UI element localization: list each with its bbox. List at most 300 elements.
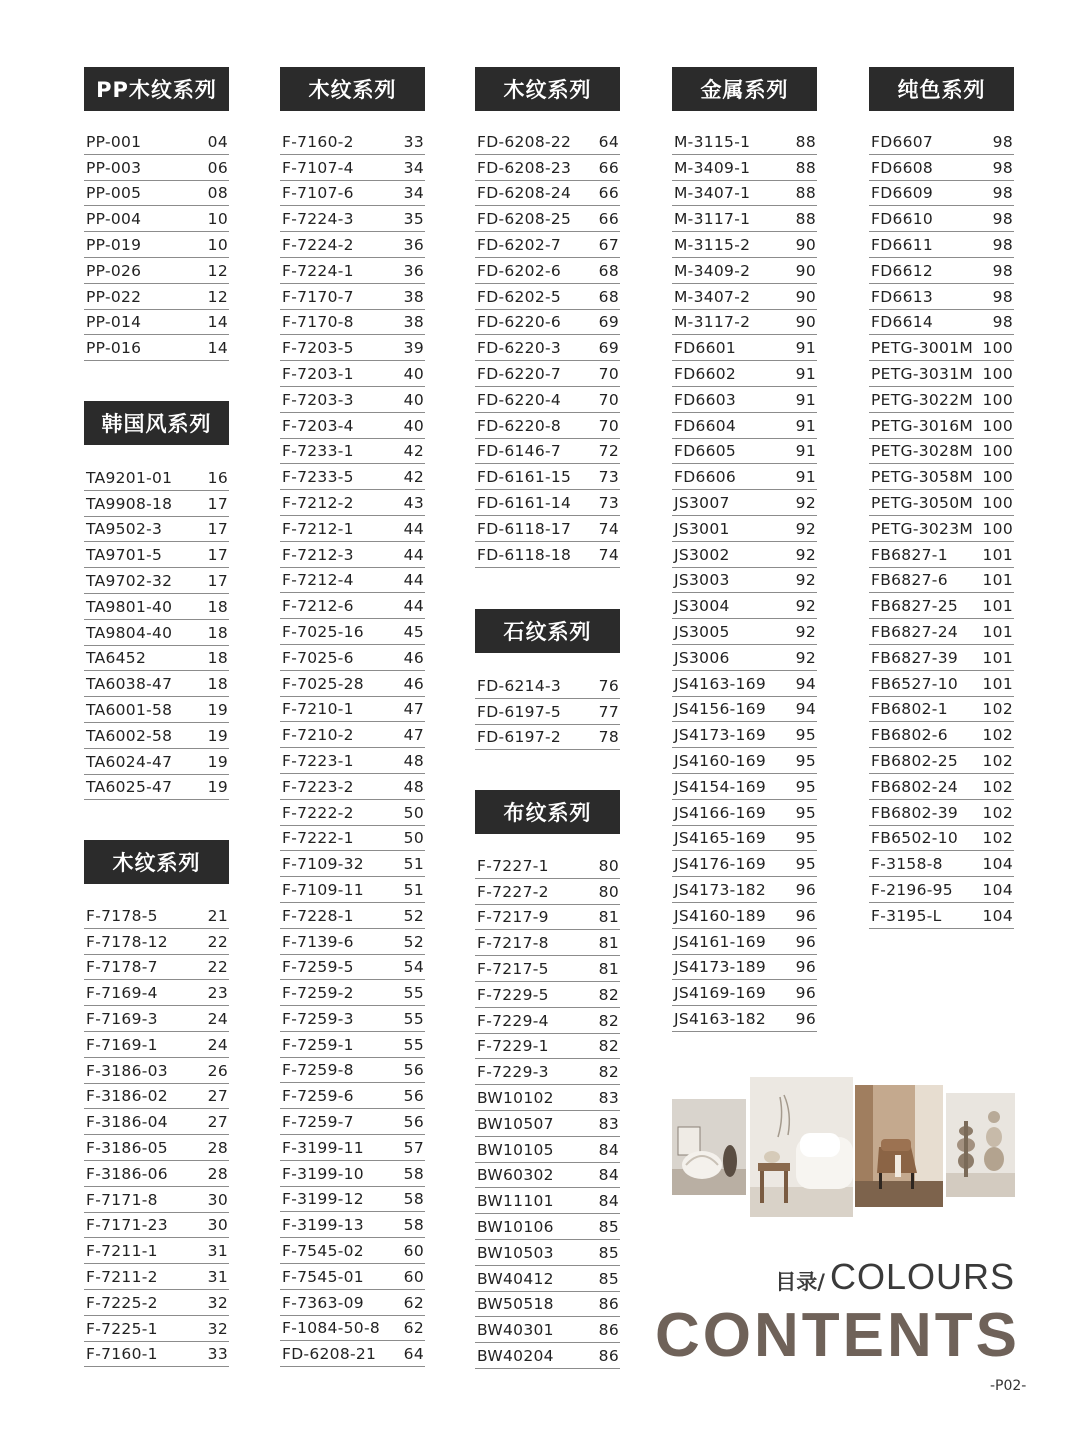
section-list-wood-c xyxy=(475,129,620,568)
entry-page: 16 xyxy=(207,468,228,487)
entry-page: 69 xyxy=(598,313,619,332)
entry-code: FD6611 xyxy=(871,235,934,254)
entry-page: 80 xyxy=(598,882,619,901)
entry-page: 40 xyxy=(403,364,424,383)
entry-page: 27 xyxy=(207,1087,228,1106)
catalog-entry xyxy=(475,1137,620,1163)
catalog-entry xyxy=(475,1317,620,1343)
entry-code: FD6603 xyxy=(674,390,737,409)
entry-page: 83 xyxy=(598,1088,619,1107)
entry-code: FD6608 xyxy=(871,158,934,177)
entry-code: FD-6220-6 xyxy=(477,313,562,332)
catalog-entry xyxy=(280,181,425,207)
entry-page: 69 xyxy=(598,339,619,358)
catalog-entry xyxy=(672,387,817,413)
catalog-entry xyxy=(869,619,1014,645)
entry-code: FD-6214-3 xyxy=(477,676,562,695)
section-list-solid xyxy=(869,129,1014,929)
catalog-entry xyxy=(869,155,1014,181)
catalog-entry xyxy=(84,903,229,929)
catalog-entry xyxy=(672,697,817,723)
catalog-entry xyxy=(672,877,817,903)
entry-page: 102 xyxy=(982,829,1013,848)
entry-code: FD-6118-18 xyxy=(477,545,572,564)
entry-page: 96 xyxy=(795,932,816,951)
entry-page: 86 xyxy=(598,1295,619,1314)
entry-page: 32 xyxy=(207,1293,228,1312)
catalog-entry xyxy=(475,206,620,232)
entry-code: JS4161-169 xyxy=(674,932,767,951)
entry-page: 14 xyxy=(207,339,228,358)
entry-code: F-7171-23 xyxy=(86,1216,168,1235)
entry-code: TA6025-47 xyxy=(86,778,173,797)
catalog-entry xyxy=(280,1161,425,1187)
entry-page: 98 xyxy=(992,261,1013,280)
catalog-entry xyxy=(672,568,817,594)
catalog-entry xyxy=(869,258,1014,284)
entry-page: 51 xyxy=(403,880,424,899)
entry-page: 91 xyxy=(795,390,816,409)
catalog-entry xyxy=(84,1316,229,1342)
entry-page: 92 xyxy=(795,545,816,564)
section-list-fabric xyxy=(475,853,620,1369)
entry-page: 47 xyxy=(403,726,424,745)
entry-code: M-3407-2 xyxy=(674,287,751,306)
section-header-korean: 韩国风系列 xyxy=(84,401,229,445)
entry-page: 98 xyxy=(992,184,1013,203)
catalog-entry xyxy=(475,129,620,155)
catalog-entry xyxy=(475,542,620,568)
catalog-entry xyxy=(280,800,425,826)
entry-code: BW10503 xyxy=(477,1243,554,1262)
entry-page: 88 xyxy=(795,132,816,151)
entry-page: 28 xyxy=(207,1138,228,1157)
entry-page: 19 xyxy=(207,778,228,797)
entry-page: 91 xyxy=(795,339,816,358)
entry-code: PETG-3028M xyxy=(871,442,974,461)
entry-code: TA6038-47 xyxy=(86,675,173,694)
entry-code: F-3186-05 xyxy=(86,1138,168,1157)
entry-code: M-3409-2 xyxy=(674,261,751,280)
entry-page: 57 xyxy=(403,1138,424,1157)
catalog-entry xyxy=(280,516,425,542)
catalog-entry xyxy=(869,181,1014,207)
catalog-entry xyxy=(869,697,1014,723)
interior-photo-collage xyxy=(672,1077,1015,1217)
catalog-entry xyxy=(84,1264,229,1290)
entry-code: PP-026 xyxy=(86,261,142,280)
catalog-entry xyxy=(280,1264,425,1290)
entry-code: F-7259-6 xyxy=(282,1087,354,1106)
entry-page: 23 xyxy=(207,984,228,1003)
entry-page: 31 xyxy=(207,1242,228,1261)
entry-page: 84 xyxy=(598,1166,619,1185)
catalog-entry xyxy=(475,232,620,258)
entry-code: PP-019 xyxy=(86,235,142,254)
entry-code: BW40412 xyxy=(477,1269,554,1288)
entry-page: 84 xyxy=(598,1192,619,1211)
entry-page: 35 xyxy=(403,210,424,229)
entry-page: 95 xyxy=(795,803,816,822)
catalog-entry xyxy=(280,439,425,465)
catalog-entry xyxy=(475,490,620,516)
entry-code: JS4156-169 xyxy=(674,700,767,719)
entry-page: 92 xyxy=(795,519,816,538)
entry-code: F-3199-13 xyxy=(282,1216,364,1235)
entry-code: BW60302 xyxy=(477,1166,554,1185)
entry-code: TA9702-32 xyxy=(86,571,173,590)
catalog-entry xyxy=(475,361,620,387)
entry-page: 88 xyxy=(795,210,816,229)
entry-code: BW10106 xyxy=(477,1217,554,1236)
entry-code: BW10105 xyxy=(477,1140,554,1159)
catalog-entry xyxy=(869,722,1014,748)
catalog-entry xyxy=(869,877,1014,903)
catalog-entry xyxy=(280,1316,425,1342)
catalog-entry xyxy=(672,284,817,310)
entry-code: F-7160-1 xyxy=(86,1345,158,1364)
entry-page: 55 xyxy=(403,1035,424,1054)
entry-page: 92 xyxy=(795,597,816,616)
entry-page: 101 xyxy=(982,545,1013,564)
entry-code: M-3407-1 xyxy=(674,184,751,203)
entry-page: 104 xyxy=(982,906,1013,925)
entry-code: TA6002-58 xyxy=(86,726,173,745)
entry-page: 42 xyxy=(403,468,424,487)
catalog-entry xyxy=(672,232,817,258)
entry-page: 50 xyxy=(403,803,424,822)
catalog-entry xyxy=(84,1187,229,1213)
catalog-entry xyxy=(280,1032,425,1058)
entry-page: 102 xyxy=(982,700,1013,719)
entry-page: 62 xyxy=(403,1293,424,1312)
catalog-entry xyxy=(672,851,817,877)
catalog-entry xyxy=(475,335,620,361)
catalog-entry xyxy=(84,1058,229,1084)
catalog-entry xyxy=(869,748,1014,774)
entry-code: F-3186-02 xyxy=(86,1087,168,1106)
catalog-entry xyxy=(672,671,817,697)
entry-code: F-7210-1 xyxy=(282,700,354,719)
catalog-entry xyxy=(280,1006,425,1032)
entry-page: 55 xyxy=(403,1009,424,1028)
entry-page: 70 xyxy=(598,416,619,435)
entry-page: 98 xyxy=(992,287,1013,306)
entry-page: 30 xyxy=(207,1216,228,1235)
entry-code: JS4163-169 xyxy=(674,674,767,693)
entry-code: FD-6197-5 xyxy=(477,702,562,721)
entry-page: 85 xyxy=(598,1217,619,1236)
entry-page: 85 xyxy=(598,1243,619,1262)
section-header-pp-wood: PP木纹系列 xyxy=(84,67,229,111)
entry-page: 47 xyxy=(403,700,424,719)
entry-code: FB6827-1 xyxy=(871,545,948,564)
entry-code: PP-004 xyxy=(86,210,142,229)
entry-page: 22 xyxy=(207,932,228,951)
entry-page: 17 xyxy=(207,571,228,590)
catalog-entry xyxy=(475,1292,620,1318)
entry-page: 52 xyxy=(403,906,424,925)
catalog-entry xyxy=(84,1084,229,1110)
catalog-entry xyxy=(869,284,1014,310)
entry-code: BW40204 xyxy=(477,1346,554,1365)
catalog-entry xyxy=(84,620,229,646)
catalog-entry xyxy=(672,619,817,645)
entry-code: FD6607 xyxy=(871,132,934,151)
catalog-entry xyxy=(84,258,229,284)
entry-page: 92 xyxy=(795,622,816,641)
catalog-entry xyxy=(84,568,229,594)
entry-page: 101 xyxy=(982,648,1013,667)
entry-code: F-7224-2 xyxy=(282,235,354,254)
entry-page: 100 xyxy=(982,339,1013,358)
catalog-entry xyxy=(869,490,1014,516)
entry-page: 31 xyxy=(207,1267,228,1286)
entry-code: FD-6220-3 xyxy=(477,339,562,358)
entry-page: 91 xyxy=(795,468,816,487)
entry-page: 30 xyxy=(207,1190,228,1209)
catalog-entry xyxy=(280,155,425,181)
catalog-entry xyxy=(475,310,620,336)
entry-page: 78 xyxy=(598,728,619,747)
catalog-entry xyxy=(672,335,817,361)
catalog-entry xyxy=(280,722,425,748)
catalog-entry xyxy=(672,903,817,929)
entry-page: 22 xyxy=(207,958,228,977)
entry-page: 48 xyxy=(403,777,424,796)
entry-code: BW10507 xyxy=(477,1114,554,1133)
entry-code: F-7229-1 xyxy=(477,1037,549,1056)
entry-page: 82 xyxy=(598,1037,619,1056)
catalog-entry xyxy=(475,930,620,956)
entry-code: F-7233-1 xyxy=(282,442,354,461)
catalog-entry xyxy=(84,1006,229,1032)
catalog-entry xyxy=(280,619,425,645)
entry-code: FD6609 xyxy=(871,184,934,203)
entry-code: F-7259-3 xyxy=(282,1009,354,1028)
entry-code: FD-6202-5 xyxy=(477,287,562,306)
entry-page: 43 xyxy=(403,493,424,512)
catalog-entry xyxy=(475,1163,620,1189)
entry-page: 82 xyxy=(598,1011,619,1030)
entry-code: PP-016 xyxy=(86,339,142,358)
entry-page: 81 xyxy=(598,959,619,978)
catalog-entry xyxy=(869,851,1014,877)
entry-page: 19 xyxy=(207,700,228,719)
catalog-entry xyxy=(84,129,229,155)
entry-page: 91 xyxy=(795,364,816,383)
catalog-entry xyxy=(869,774,1014,800)
catalog-entry xyxy=(672,542,817,568)
entry-code: FD6601 xyxy=(674,339,737,358)
entry-page: 64 xyxy=(403,1345,424,1364)
catalog-entry xyxy=(475,1240,620,1266)
entry-code: FD6613 xyxy=(871,287,934,306)
entry-code: FB6527-10 xyxy=(871,674,959,693)
catalog-entry xyxy=(475,413,620,439)
entry-code: F-7109-32 xyxy=(282,855,364,874)
entry-code: PP-014 xyxy=(86,313,142,332)
catalog-entry xyxy=(280,1058,425,1084)
entry-page: 68 xyxy=(598,287,619,306)
entry-code: F-3186-03 xyxy=(86,1061,168,1080)
entry-page: 76 xyxy=(598,676,619,695)
catalog-entry xyxy=(280,310,425,336)
entry-page: 81 xyxy=(598,934,619,953)
entry-page: 98 xyxy=(992,158,1013,177)
catalog-entry xyxy=(280,129,425,155)
entry-code: FB6827-25 xyxy=(871,597,959,616)
catalog-entry xyxy=(475,439,620,465)
contents-title: CONTENTS xyxy=(655,1301,1020,1370)
catalog-entry xyxy=(280,671,425,697)
entry-page: 21 xyxy=(207,906,228,925)
catalog-entry xyxy=(869,568,1014,594)
catalog-entry xyxy=(84,284,229,310)
entry-page: 74 xyxy=(598,545,619,564)
catalog-entry xyxy=(869,826,1014,852)
entry-page: 58 xyxy=(403,1190,424,1209)
entry-code: F-7224-3 xyxy=(282,210,354,229)
entry-code: F-3186-04 xyxy=(86,1113,168,1132)
catalog-entry xyxy=(84,206,229,232)
entry-code: PETG-3031M xyxy=(871,364,974,383)
entry-code: F-7211-2 xyxy=(86,1267,158,1286)
entry-page: 73 xyxy=(598,468,619,487)
entry-page: 54 xyxy=(403,958,424,977)
entry-page: 66 xyxy=(598,210,619,229)
catalog-entry xyxy=(475,1034,620,1060)
entry-code: F-7229-5 xyxy=(477,985,549,1004)
catalog-entry xyxy=(869,413,1014,439)
catalog-entry xyxy=(280,929,425,955)
entry-code: F-3158-8 xyxy=(871,855,943,874)
entry-page: 52 xyxy=(403,932,424,951)
catalog-entry xyxy=(869,800,1014,826)
catalog-entry xyxy=(84,671,229,697)
entry-code: F-7178-7 xyxy=(86,958,158,977)
entry-code: M-3117-2 xyxy=(674,313,751,332)
catalog-entry xyxy=(280,877,425,903)
photo-lounge-chair xyxy=(855,1085,943,1207)
entry-code: TA6452 xyxy=(86,649,147,668)
catalog-entry xyxy=(84,1161,229,1187)
entry-page: 88 xyxy=(795,184,816,203)
entry-code: JS4160-169 xyxy=(674,751,767,770)
section-list-wood-b xyxy=(280,129,425,1367)
section-header-solid: 纯色系列 xyxy=(869,67,1014,111)
entry-page: 18 xyxy=(207,623,228,642)
catalog-entry xyxy=(475,956,620,982)
entry-page: 24 xyxy=(207,1009,228,1028)
entry-page: 98 xyxy=(992,210,1013,229)
entry-page: 28 xyxy=(207,1164,228,1183)
catalog-entry xyxy=(84,1238,229,1264)
entry-code: JS4176-169 xyxy=(674,855,767,874)
entry-page: 36 xyxy=(403,261,424,280)
catalog-entry xyxy=(672,1006,817,1032)
entry-code: F-7217-8 xyxy=(477,934,549,953)
entry-code: TA9908-18 xyxy=(86,494,173,513)
entry-page: 17 xyxy=(207,546,228,565)
entry-code: M-3409-1 xyxy=(674,158,751,177)
entry-code: FB6802-39 xyxy=(871,803,959,822)
entry-code: PP-022 xyxy=(86,287,142,306)
entry-code: PETG-3058M xyxy=(871,468,974,487)
entry-code: JS4163-182 xyxy=(674,1009,767,1028)
entry-code: JS3001 xyxy=(674,519,730,538)
entry-code: JS3005 xyxy=(674,622,730,641)
catalog-entry xyxy=(280,1109,425,1135)
entry-page: 51 xyxy=(403,855,424,874)
catalog-entry xyxy=(672,826,817,852)
entry-page: 100 xyxy=(982,442,1013,461)
entry-code: TA9502-3 xyxy=(86,520,163,539)
entry-code: FB6802-1 xyxy=(871,700,948,719)
catalog-entry xyxy=(475,1214,620,1240)
entry-code: M-3115-1 xyxy=(674,132,751,151)
catalog-entry xyxy=(869,129,1014,155)
entry-page: 101 xyxy=(982,674,1013,693)
catalog-entry xyxy=(280,361,425,387)
entry-page: 36 xyxy=(403,235,424,254)
catalog-entry xyxy=(475,1059,620,1085)
catalog-entry xyxy=(280,1187,425,1213)
entry-code: PETG-3050M xyxy=(871,493,974,512)
catalog-entry xyxy=(672,980,817,1006)
catalog-entry xyxy=(672,955,817,981)
entry-code: F-2196-95 xyxy=(871,880,953,899)
entry-page: 38 xyxy=(403,287,424,306)
catalog-entry xyxy=(280,748,425,774)
entry-page: 94 xyxy=(795,700,816,719)
entry-code: FD-6208-25 xyxy=(477,210,572,229)
entry-page: 08 xyxy=(207,184,228,203)
entry-code: FD-6202-7 xyxy=(477,235,562,254)
entry-code: JS4173-182 xyxy=(674,880,767,899)
entry-code: TA9201-01 xyxy=(86,468,173,487)
entry-page: 104 xyxy=(982,880,1013,899)
entry-code: JS4169-169 xyxy=(674,984,767,1003)
catalog-entry xyxy=(475,1188,620,1214)
photo-shell-decor xyxy=(672,1099,746,1195)
catalog-entry xyxy=(869,516,1014,542)
entry-page: 72 xyxy=(598,442,619,461)
catalog-entry xyxy=(869,439,1014,465)
entry-page: 44 xyxy=(403,597,424,616)
entry-page: 81 xyxy=(598,908,619,927)
entry-page: 96 xyxy=(795,880,816,899)
entry-code: FD-6208-23 xyxy=(477,158,572,177)
entry-code: F-7259-8 xyxy=(282,1061,354,1080)
entry-code: F-7139-6 xyxy=(282,932,354,951)
entry-code: F-7545-01 xyxy=(282,1267,364,1286)
entry-page: 27 xyxy=(207,1113,228,1132)
entry-page: 39 xyxy=(403,339,424,358)
entry-code: F-7259-1 xyxy=(282,1035,354,1054)
entry-page: 92 xyxy=(795,648,816,667)
entry-code: F-7178-5 xyxy=(86,906,158,925)
catalog-entry xyxy=(672,181,817,207)
entry-code: F-7210-2 xyxy=(282,726,354,745)
catalog-entry xyxy=(84,491,229,517)
entry-code: TA6024-47 xyxy=(86,752,173,771)
section-list-korean xyxy=(84,465,229,800)
entry-page: 55 xyxy=(403,984,424,1003)
catalog-entry xyxy=(475,1266,620,1292)
catalog-entry xyxy=(280,1290,425,1316)
entry-page: 50 xyxy=(403,829,424,848)
